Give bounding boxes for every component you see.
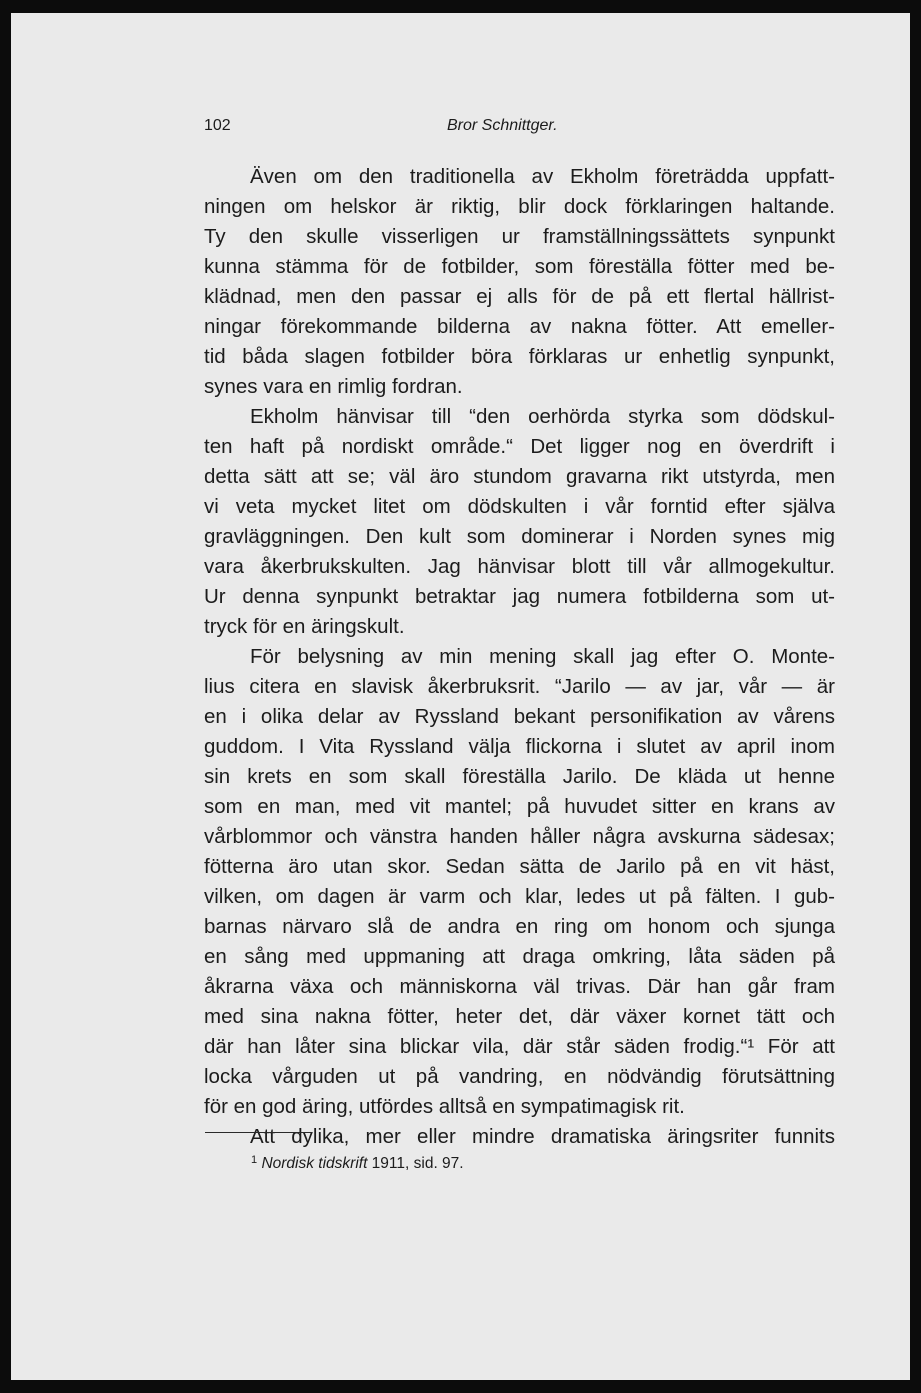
text-line: vara åkerbrukskulten. Jag hänvisar blott till vår allmogekultur. (204, 555, 835, 578)
text-line: ten haft på nordiskt område.“ Det ligger nog en överdrift i (204, 435, 835, 458)
text-line: tryck för en äringskult. (204, 615, 405, 638)
text-line: en i olika delar av Ryssland bekant personifikation av vårens (204, 705, 835, 728)
text-line: vi veta mycket litet om dödskulten i vår forntid efter själva (204, 495, 835, 518)
running-title: Bror Schnittger. (447, 117, 558, 134)
text-line: för en god äring, utfördes alltså en sympatimagisk rit. (204, 1095, 685, 1118)
footnote (251, 1154, 464, 1173)
text-line: Ty den skulle visserligen ur framställningssättets synpunkt (204, 225, 835, 248)
body-text (204, 162, 835, 1152)
text-line: ningen om helskor är riktig, blir dock förklaringen haltande. (204, 195, 835, 218)
text-line: gravläggningen. Den kult som dominerar i Norden synes mig (204, 525, 835, 548)
page-number: 102 (204, 117, 231, 134)
text-line: med sina nakna fötter, heter det, där växer kornet tätt och (204, 1005, 835, 1028)
text-line: barnas närvaro slå de andra en ring om honom och sjunga (204, 915, 835, 938)
text-line: en sång med uppmaning att draga omkring, låta säden på (204, 945, 835, 968)
text-line: locka vårguden ut på vandring, en nödvändig förutsättning (204, 1065, 835, 1088)
text-line: ningar förekommande bilderna av nakna fötter. Att emeller- (204, 315, 835, 338)
text-line: åkrarna växa och människorna väl trivas. Där han går fram (204, 975, 835, 998)
text-line: vilken, om dagen är varm och klar, ledes ut på fälten. I gub- (204, 885, 835, 908)
footnote-citation: 1911, sid. 97. (367, 1155, 464, 1172)
text-line: Även om den traditionella av Ekholm företrädda uppfatt- (250, 165, 835, 188)
text-line: kunna stämma för de fotbilder, som föreställa fötter med be- (204, 255, 835, 278)
text-line: synes vara en rimlig fordran. (204, 375, 463, 398)
text-line: som en man, med vit mantel; på huvudet sitter en krans av (204, 795, 835, 818)
text-line: Att dylika, mer eller mindre dramatiska äringsriter funnits (250, 1125, 835, 1148)
text-line: För belysning av min mening skall jag efter O. Monte- (250, 645, 835, 668)
text-line: där han låter sina blickar vila, där står säden frodig.“¹ För att (204, 1035, 835, 1058)
text-line: klädnad, men den passar ej alls för de på ett flertal hällrist- (204, 285, 835, 308)
text-line: vårblommor och vänstra handen håller några avskurna sädesax; (204, 825, 835, 848)
text-line: tid båda slagen fotbilder böra förklaras ur enhetlig synpunkt, (204, 345, 835, 368)
text-line: sin krets en som skall föreställa Jarilo. De kläda ut henne (204, 765, 835, 788)
footnote-marker: 1 (251, 1154, 258, 1166)
footnote-source-title: Nordisk tidskrift (261, 1155, 368, 1172)
text-line: detta sätt att se; väl äro stundom gravarna rikt utstyrda, men (204, 465, 835, 488)
text-line: lius citera en slavisk åkerbruksrit. “Jarilo — av jar, vår — är (204, 675, 835, 698)
book-page (11, 13, 910, 1380)
text-line: guddom. I Vita Ryssland välja flickorna i slutet av april inom (204, 735, 835, 758)
text-line: Ur denna synpunkt betraktar jag numera fotbilderna som ut- (204, 585, 835, 608)
text-line: Ekholm hänvisar till “den oerhörda styrka som dödskul- (250, 405, 835, 428)
running-head (204, 117, 835, 141)
text-line: fötterna äro utan skor. Sedan sätta de Jarilo på en vit häst, (204, 855, 835, 878)
footnote-rule (205, 1132, 312, 1133)
